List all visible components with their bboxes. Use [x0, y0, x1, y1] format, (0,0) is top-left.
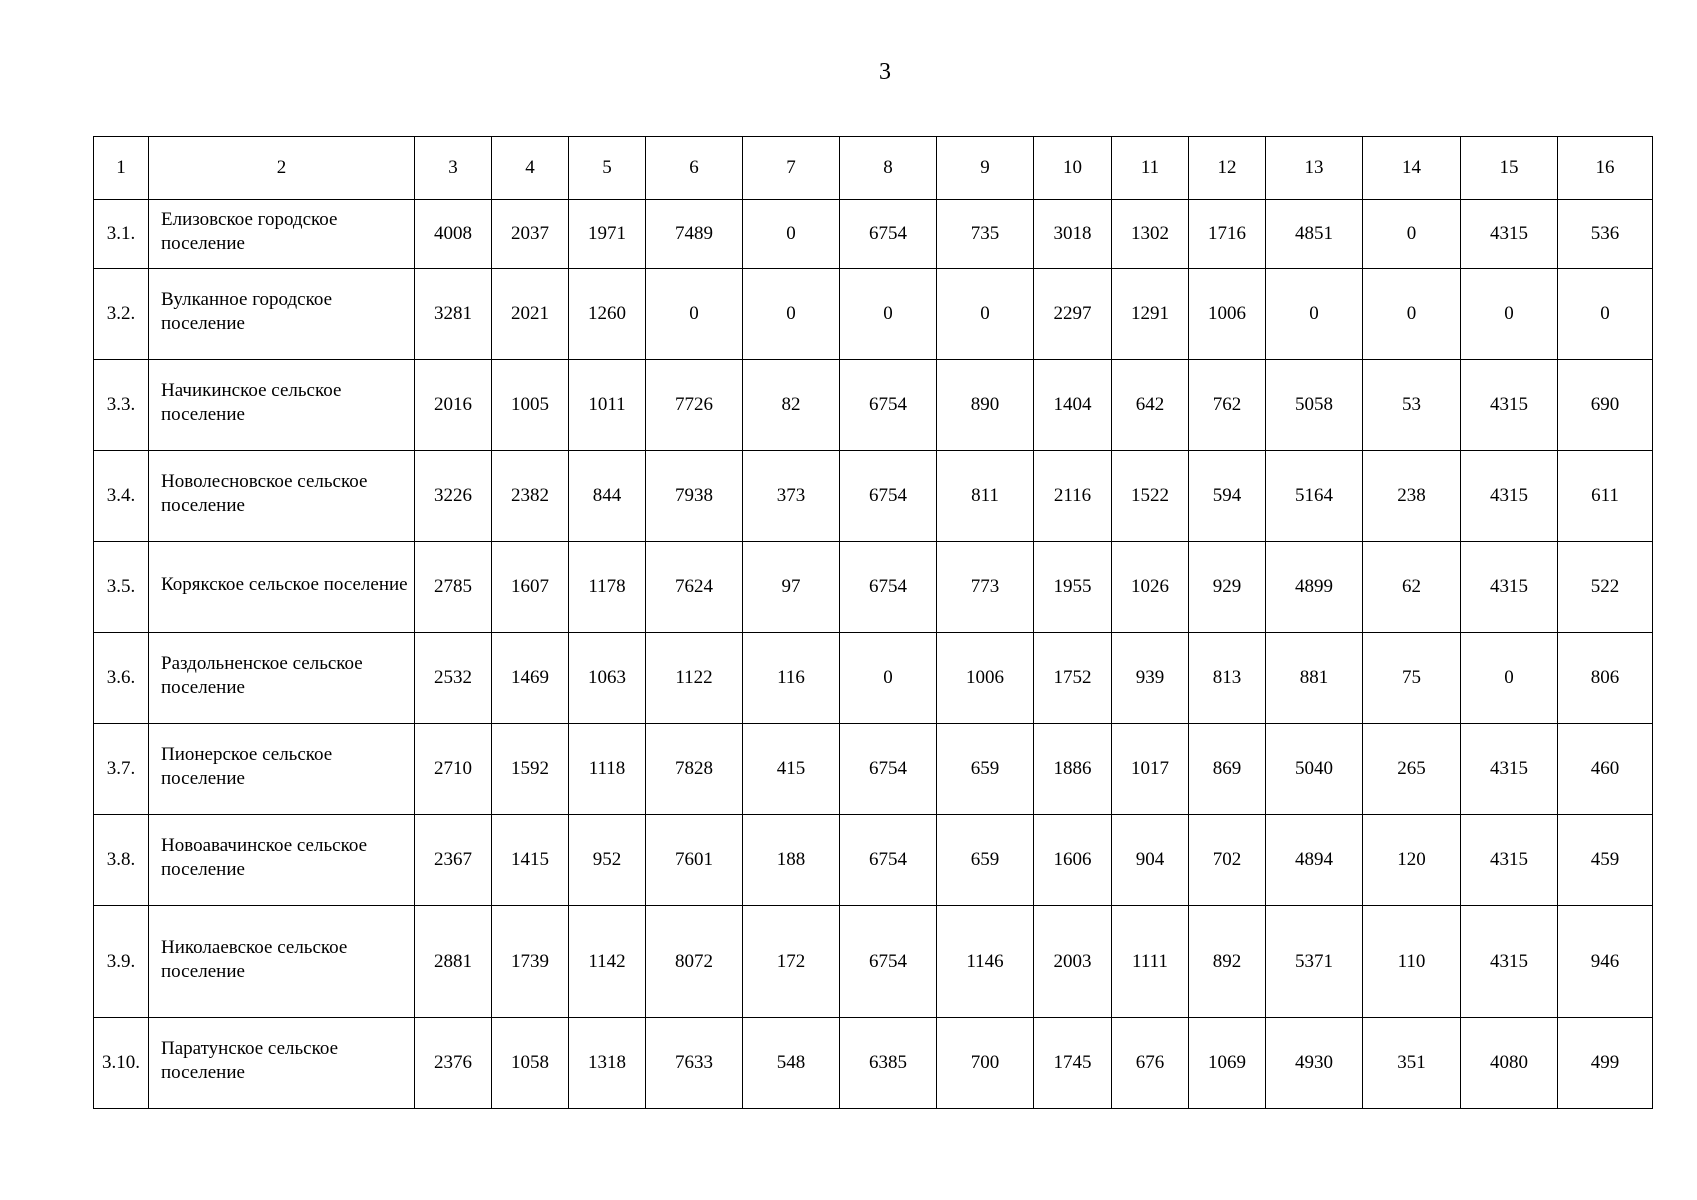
- value-cell: 1146: [937, 906, 1034, 1018]
- value-cell: 1886: [1034, 724, 1112, 815]
- value-cell: 1178: [569, 542, 646, 633]
- value-cell: 522: [1558, 542, 1653, 633]
- value-cell: 1302: [1112, 200, 1189, 269]
- value-cell: 1592: [492, 724, 569, 815]
- value-cell: 890: [937, 360, 1034, 451]
- value-cell: 188: [743, 815, 840, 906]
- value-cell: 1058: [492, 1018, 569, 1109]
- page-number: 3: [879, 59, 891, 85]
- row-number: 3.6.: [94, 633, 149, 724]
- value-cell: 0: [743, 200, 840, 269]
- column-header: 8: [840, 137, 937, 200]
- value-cell: 806: [1558, 633, 1653, 724]
- value-cell: 0: [1266, 269, 1363, 360]
- settlement-name: Николаевское сельское поселение: [149, 906, 415, 1018]
- column-header: 3: [415, 137, 492, 200]
- value-cell: 82: [743, 360, 840, 451]
- value-cell: 1006: [937, 633, 1034, 724]
- value-cell: 4315: [1461, 906, 1558, 1018]
- value-cell: 2021: [492, 269, 569, 360]
- value-cell: 110: [1363, 906, 1461, 1018]
- value-cell: 4008: [415, 200, 492, 269]
- table-row: [94, 633, 1653, 724]
- table-row: [94, 724, 1653, 815]
- value-cell: 7828: [646, 724, 743, 815]
- value-cell: 172: [743, 906, 840, 1018]
- value-cell: 4080: [1461, 1018, 1558, 1109]
- settlement-name: Елизовское городское поселение: [149, 200, 415, 269]
- value-cell: 844: [569, 451, 646, 542]
- value-cell: 6754: [840, 451, 937, 542]
- column-header: 13: [1266, 137, 1363, 200]
- value-cell: 881: [1266, 633, 1363, 724]
- value-cell: 0: [743, 269, 840, 360]
- value-cell: 97: [743, 542, 840, 633]
- value-cell: 120: [1363, 815, 1461, 906]
- value-cell: 700: [937, 1018, 1034, 1109]
- row-number: 3.7.: [94, 724, 149, 815]
- value-cell: 946: [1558, 906, 1653, 1018]
- column-header: 12: [1189, 137, 1266, 200]
- value-cell: 1260: [569, 269, 646, 360]
- value-cell: 8072: [646, 906, 743, 1018]
- column-header: 6: [646, 137, 743, 200]
- value-cell: 611: [1558, 451, 1653, 542]
- value-cell: 3281: [415, 269, 492, 360]
- value-cell: 1063: [569, 633, 646, 724]
- value-cell: 0: [1363, 200, 1461, 269]
- row-number: 3.8.: [94, 815, 149, 906]
- value-cell: 53: [1363, 360, 1461, 451]
- value-cell: 0: [646, 269, 743, 360]
- table-row: [94, 360, 1653, 451]
- value-cell: 1469: [492, 633, 569, 724]
- value-cell: 6754: [840, 815, 937, 906]
- value-cell: 2367: [415, 815, 492, 906]
- value-cell: 2382: [492, 451, 569, 542]
- value-cell: 735: [937, 200, 1034, 269]
- value-cell: 939: [1112, 633, 1189, 724]
- value-cell: 75: [1363, 633, 1461, 724]
- value-cell: 238: [1363, 451, 1461, 542]
- settlement-name: Вулканное городское поселение: [149, 269, 415, 360]
- settlement-name: Паратунское сельское поселение: [149, 1018, 415, 1109]
- value-cell: 1522: [1112, 451, 1189, 542]
- value-cell: 5164: [1266, 451, 1363, 542]
- value-cell: 659: [937, 724, 1034, 815]
- value-cell: 1142: [569, 906, 646, 1018]
- value-cell: 2532: [415, 633, 492, 724]
- value-cell: 7633: [646, 1018, 743, 1109]
- value-cell: 0: [1461, 633, 1558, 724]
- value-cell: 702: [1189, 815, 1266, 906]
- value-cell: 4899: [1266, 542, 1363, 633]
- value-cell: 1006: [1189, 269, 1266, 360]
- value-cell: 1011: [569, 360, 646, 451]
- column-header: 7: [743, 137, 840, 200]
- value-cell: 2785: [415, 542, 492, 633]
- column-header: 10: [1034, 137, 1112, 200]
- column-header: 2: [149, 137, 415, 200]
- value-cell: 642: [1112, 360, 1189, 451]
- value-cell: 952: [569, 815, 646, 906]
- value-cell: 1005: [492, 360, 569, 451]
- column-header: 16: [1558, 137, 1653, 200]
- value-cell: 1069: [1189, 1018, 1266, 1109]
- value-cell: 1026: [1112, 542, 1189, 633]
- value-cell: 4851: [1266, 200, 1363, 269]
- value-cell: 4315: [1461, 360, 1558, 451]
- settlement-name: Корякское сельское поселение: [149, 542, 415, 633]
- value-cell: 6754: [840, 724, 937, 815]
- value-cell: 1607: [492, 542, 569, 633]
- value-cell: 116: [743, 633, 840, 724]
- value-cell: 351: [1363, 1018, 1461, 1109]
- value-cell: 3226: [415, 451, 492, 542]
- row-number: 3.1.: [94, 200, 149, 269]
- value-cell: 0: [1558, 269, 1653, 360]
- value-cell: 1122: [646, 633, 743, 724]
- table-row: [94, 815, 1653, 906]
- value-cell: 762: [1189, 360, 1266, 451]
- column-header: 5: [569, 137, 646, 200]
- value-cell: 813: [1189, 633, 1266, 724]
- value-cell: 415: [743, 724, 840, 815]
- value-cell: 0: [1363, 269, 1461, 360]
- value-cell: 7726: [646, 360, 743, 451]
- column-header: 4: [492, 137, 569, 200]
- value-cell: 459: [1558, 815, 1653, 906]
- value-cell: 6754: [840, 542, 937, 633]
- value-cell: 1291: [1112, 269, 1189, 360]
- table-row: [94, 269, 1653, 360]
- value-cell: 1716: [1189, 200, 1266, 269]
- table-row: [94, 1018, 1653, 1109]
- value-cell: 1752: [1034, 633, 1112, 724]
- value-cell: 904: [1112, 815, 1189, 906]
- value-cell: 1971: [569, 200, 646, 269]
- value-cell: 5371: [1266, 906, 1363, 1018]
- value-cell: 773: [937, 542, 1034, 633]
- value-cell: 4930: [1266, 1018, 1363, 1109]
- column-header: 14: [1363, 137, 1461, 200]
- value-cell: 4315: [1461, 451, 1558, 542]
- value-cell: 373: [743, 451, 840, 542]
- row-number: 3.9.: [94, 906, 149, 1018]
- value-cell: 2710: [415, 724, 492, 815]
- value-cell: 548: [743, 1018, 840, 1109]
- value-cell: 1017: [1112, 724, 1189, 815]
- value-cell: 892: [1189, 906, 1266, 1018]
- table-row: [94, 542, 1653, 633]
- column-header: 15: [1461, 137, 1558, 200]
- row-number: 3.4.: [94, 451, 149, 542]
- value-cell: 6754: [840, 200, 937, 269]
- column-header: 1: [94, 137, 149, 200]
- value-cell: 1745: [1034, 1018, 1112, 1109]
- header-row: [94, 137, 1653, 200]
- value-cell: 6385: [840, 1018, 937, 1109]
- value-cell: 265: [1363, 724, 1461, 815]
- value-cell: 1404: [1034, 360, 1112, 451]
- value-cell: 929: [1189, 542, 1266, 633]
- value-cell: 0: [840, 269, 937, 360]
- value-cell: 1606: [1034, 815, 1112, 906]
- value-cell: 594: [1189, 451, 1266, 542]
- value-cell: 460: [1558, 724, 1653, 815]
- value-cell: 676: [1112, 1018, 1189, 1109]
- row-number: 3.5.: [94, 542, 149, 633]
- column-header: 9: [937, 137, 1034, 200]
- settlement-name: Новоавачинское сельское поселение: [149, 815, 415, 906]
- value-cell: 659: [937, 815, 1034, 906]
- value-cell: 6754: [840, 906, 937, 1018]
- value-cell: 6754: [840, 360, 937, 451]
- value-cell: 2881: [415, 906, 492, 1018]
- value-cell: 811: [937, 451, 1034, 542]
- value-cell: 2037: [492, 200, 569, 269]
- value-cell: 0: [937, 269, 1034, 360]
- value-cell: 690: [1558, 360, 1653, 451]
- table-row: [94, 906, 1653, 1018]
- value-cell: 1415: [492, 815, 569, 906]
- value-cell: 7624: [646, 542, 743, 633]
- value-cell: 4315: [1461, 724, 1558, 815]
- value-cell: 869: [1189, 724, 1266, 815]
- value-cell: 7938: [646, 451, 743, 542]
- value-cell: 5058: [1266, 360, 1363, 451]
- value-cell: 0: [1461, 269, 1558, 360]
- value-cell: 1118: [569, 724, 646, 815]
- value-cell: 2297: [1034, 269, 1112, 360]
- value-cell: 3018: [1034, 200, 1112, 269]
- row-number: 3.2.: [94, 269, 149, 360]
- settlement-name: Начикинское сельское поселение: [149, 360, 415, 451]
- value-cell: 0: [840, 633, 937, 724]
- settlement-name: Раздольненское сельское поселение: [149, 633, 415, 724]
- value-cell: 1955: [1034, 542, 1112, 633]
- value-cell: 4894: [1266, 815, 1363, 906]
- value-cell: 2016: [415, 360, 492, 451]
- value-cell: 1318: [569, 1018, 646, 1109]
- table-row: [94, 451, 1653, 542]
- settlement-name: Новолесновское сельское поселение: [149, 451, 415, 542]
- row-number: 3.10.: [94, 1018, 149, 1109]
- value-cell: 4315: [1461, 200, 1558, 269]
- column-header: 11: [1112, 137, 1189, 200]
- value-cell: 499: [1558, 1018, 1653, 1109]
- settlement-name: Пионерское сельское поселение: [149, 724, 415, 815]
- value-cell: 1111: [1112, 906, 1189, 1018]
- value-cell: 7489: [646, 200, 743, 269]
- settlements-table: [93, 136, 1653, 1109]
- row-number: 3.3.: [94, 360, 149, 451]
- value-cell: 2116: [1034, 451, 1112, 542]
- table-row: [94, 200, 1653, 269]
- value-cell: 7601: [646, 815, 743, 906]
- value-cell: 62: [1363, 542, 1461, 633]
- value-cell: 5040: [1266, 724, 1363, 815]
- value-cell: 536: [1558, 200, 1653, 269]
- value-cell: 2376: [415, 1018, 492, 1109]
- value-cell: 1739: [492, 906, 569, 1018]
- value-cell: 4315: [1461, 815, 1558, 906]
- value-cell: 2003: [1034, 906, 1112, 1018]
- value-cell: 4315: [1461, 542, 1558, 633]
